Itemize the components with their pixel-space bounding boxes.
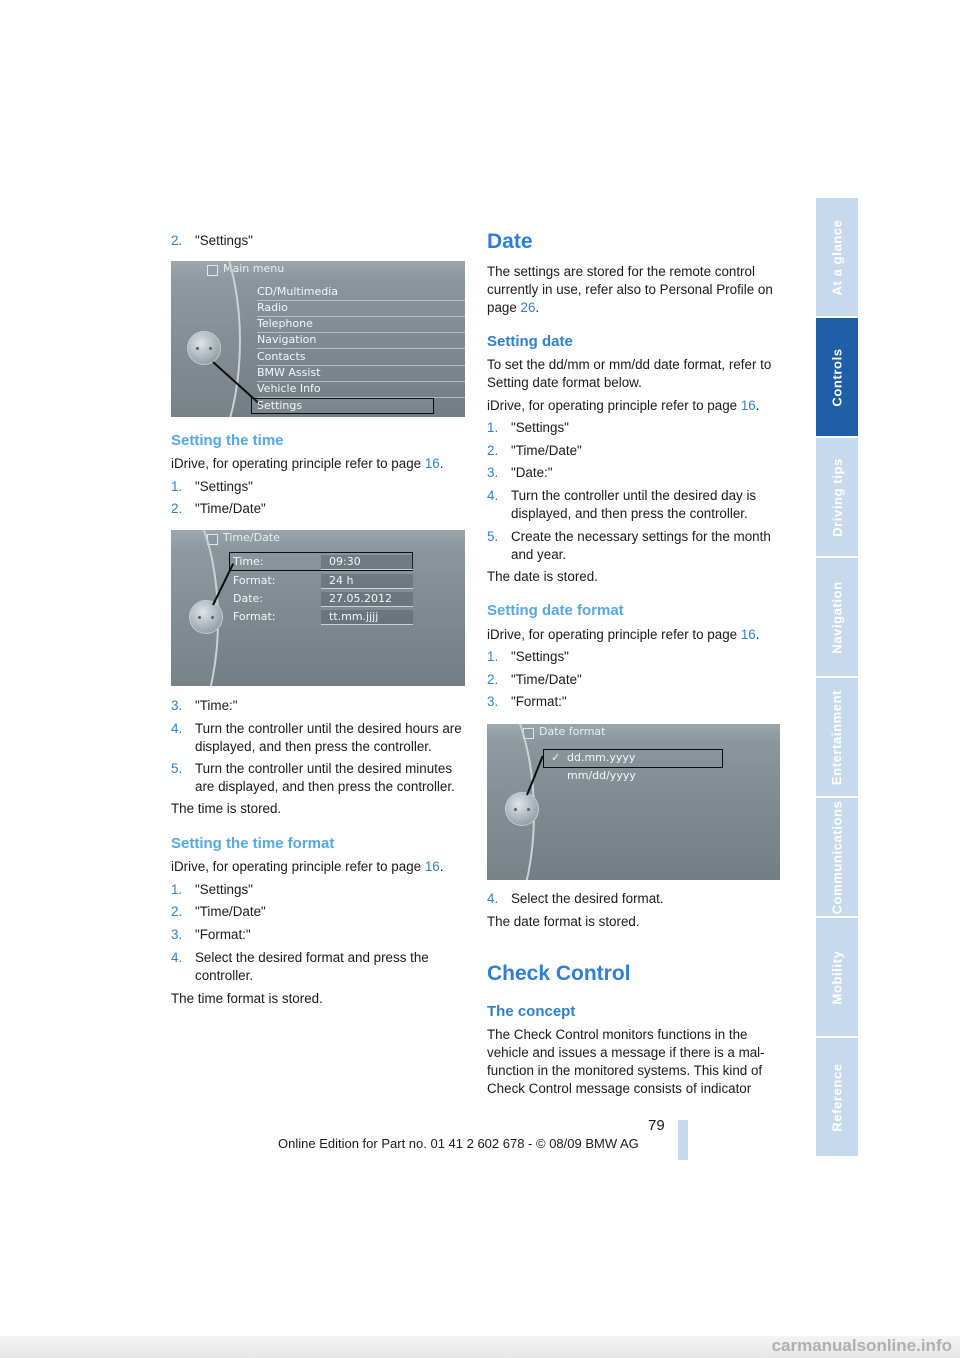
section-heading: Setting the time format <box>171 835 335 852</box>
paragraph: iDrive, for operating principle refer to page 16. <box>487 398 760 413</box>
tab-at-a-glance[interactable]: At a glance <box>816 198 858 316</box>
menu-item: CD/Multimedia <box>257 285 465 301</box>
list-item: 5. Create the necessary settings for the month and year. <box>487 529 771 562</box>
list-item: 2. "Settings" <box>171 233 253 248</box>
menu-item: Telephone <box>257 317 465 333</box>
list-item: 1. "Settings" <box>487 420 569 435</box>
screen-title: Main menu <box>223 262 285 275</box>
watermark-text: carmanualsonline.info <box>771 1336 952 1355</box>
menu-item-selected: Settings <box>251 398 434 414</box>
list-item: 2. "Time/Date" <box>171 904 266 919</box>
list-item: 2. "Time/Date" <box>487 443 582 458</box>
option: mm/dd/yyyy <box>567 769 636 782</box>
main-menu-screenshot <box>171 261 465 417</box>
screen-title: Time/Date <box>223 531 280 544</box>
menu-item: Radio <box>257 301 465 317</box>
page-link[interactable]: 16 <box>740 627 756 642</box>
menu-item: BMW Assist <box>257 366 465 382</box>
watermark-bar <box>0 1336 960 1358</box>
list-item: 4. Turn the controller until the desired day is displayed, and then press the controller. <box>487 488 757 521</box>
result-text: The date format is stored. <box>487 914 640 929</box>
list-item: 4. Turn the controller until the desired hours are displayed, and then press the controller. <box>171 721 462 754</box>
section-heading: Setting the time <box>171 432 284 449</box>
result-text: The time format is stored. <box>171 991 323 1006</box>
list-item: 3. "Time:" <box>171 698 238 713</box>
section-title: Date <box>487 230 533 253</box>
page-link[interactable]: 16 <box>740 398 756 413</box>
screen-title: Date format <box>539 725 606 738</box>
page-link[interactable]: 16 <box>424 859 440 874</box>
page-number: 79 <box>648 1117 665 1134</box>
tab-communications[interactable]: Communications <box>816 798 858 916</box>
paragraph: iDrive, for operating principle refer to page 16. <box>171 859 444 874</box>
tab-reference[interactable]: Reference <box>816 1038 858 1156</box>
section-heading: The concept <box>487 1003 576 1020</box>
menu-item: Contacts <box>257 350 465 366</box>
section-title: Check Control <box>487 962 631 985</box>
section-heading: Setting date format <box>487 602 624 619</box>
edition-note: Online Edition for Part no. 01 41 2 602 678 - © 08/09 BMW AG <box>278 1136 639 1151</box>
result-text: The date is stored. <box>487 569 598 584</box>
footer-accent-bar <box>678 1120 688 1160</box>
page-link[interactable]: 26 <box>520 300 536 315</box>
paragraph: iDrive, for operating principle refer to page 16. <box>171 456 444 471</box>
paragraph: The settings are stored for the remote control currently in use, refer also to Personal Profile on page 26. <box>487 264 773 315</box>
list-item: 1. "Settings" <box>171 882 253 897</box>
tab-driving-tips[interactable]: Driving tips <box>816 438 858 556</box>
check-icon: ✓ <box>551 751 561 764</box>
menu-item: Navigation <box>257 333 465 349</box>
list-item: 1. "Settings" <box>487 649 569 664</box>
option-selected: dd.mm.yyyy <box>567 751 636 764</box>
tab-entertainment[interactable]: Entertainment <box>816 678 858 796</box>
section-heading: Setting date <box>487 333 573 350</box>
time-date-screenshot: Time/Date Time: 09:30 Format: 24 h Date: 27.05.2012 Format: tt.mm.jjjj <box>171 530 465 686</box>
paragraph: The Check Control monitors functions in the vehicle and issues a message if there is a mal-function in the monitored systems. This kind of Check Control message consists of indicator <box>487 1027 765 1096</box>
date-format-screenshot <box>487 724 780 880</box>
list-item: 2. "Time/Date" <box>171 501 266 516</box>
list-item: 5. Turn the controller until the desired minutes are displayed, and then press the controller. <box>171 761 455 794</box>
paragraph: To set the dd/mm or mm/dd date format, refer to Setting date format below. <box>487 357 772 390</box>
list-item: 4. Select the desired format and press the controller. <box>171 950 429 983</box>
paragraph: iDrive, for operating principle refer to page 16. <box>487 627 760 642</box>
list-item: 4. Select the desired format. <box>487 891 664 906</box>
list-item: 3. "Date:" <box>487 465 553 480</box>
controller-knob-icon <box>187 331 221 365</box>
controller-knob-icon <box>505 792 539 826</box>
list-item: 2. "Time/Date" <box>487 672 582 687</box>
tab-controls[interactable]: Controls <box>816 318 858 436</box>
menu-item: Vehicle Info <box>257 382 465 398</box>
tab-navigation[interactable]: Navigation <box>816 558 858 676</box>
page-link[interactable]: 16 <box>424 456 440 471</box>
list-item: 3. "Format:" <box>171 927 251 942</box>
chapter-tabs <box>816 198 858 1160</box>
list-item: 3. "Format:" <box>487 694 567 709</box>
list-item: 1. "Settings" <box>171 479 253 494</box>
controller-knob-icon <box>189 600 223 634</box>
tab-mobility[interactable]: Mobility <box>816 918 858 1036</box>
result-text: The time is stored. <box>171 801 282 816</box>
